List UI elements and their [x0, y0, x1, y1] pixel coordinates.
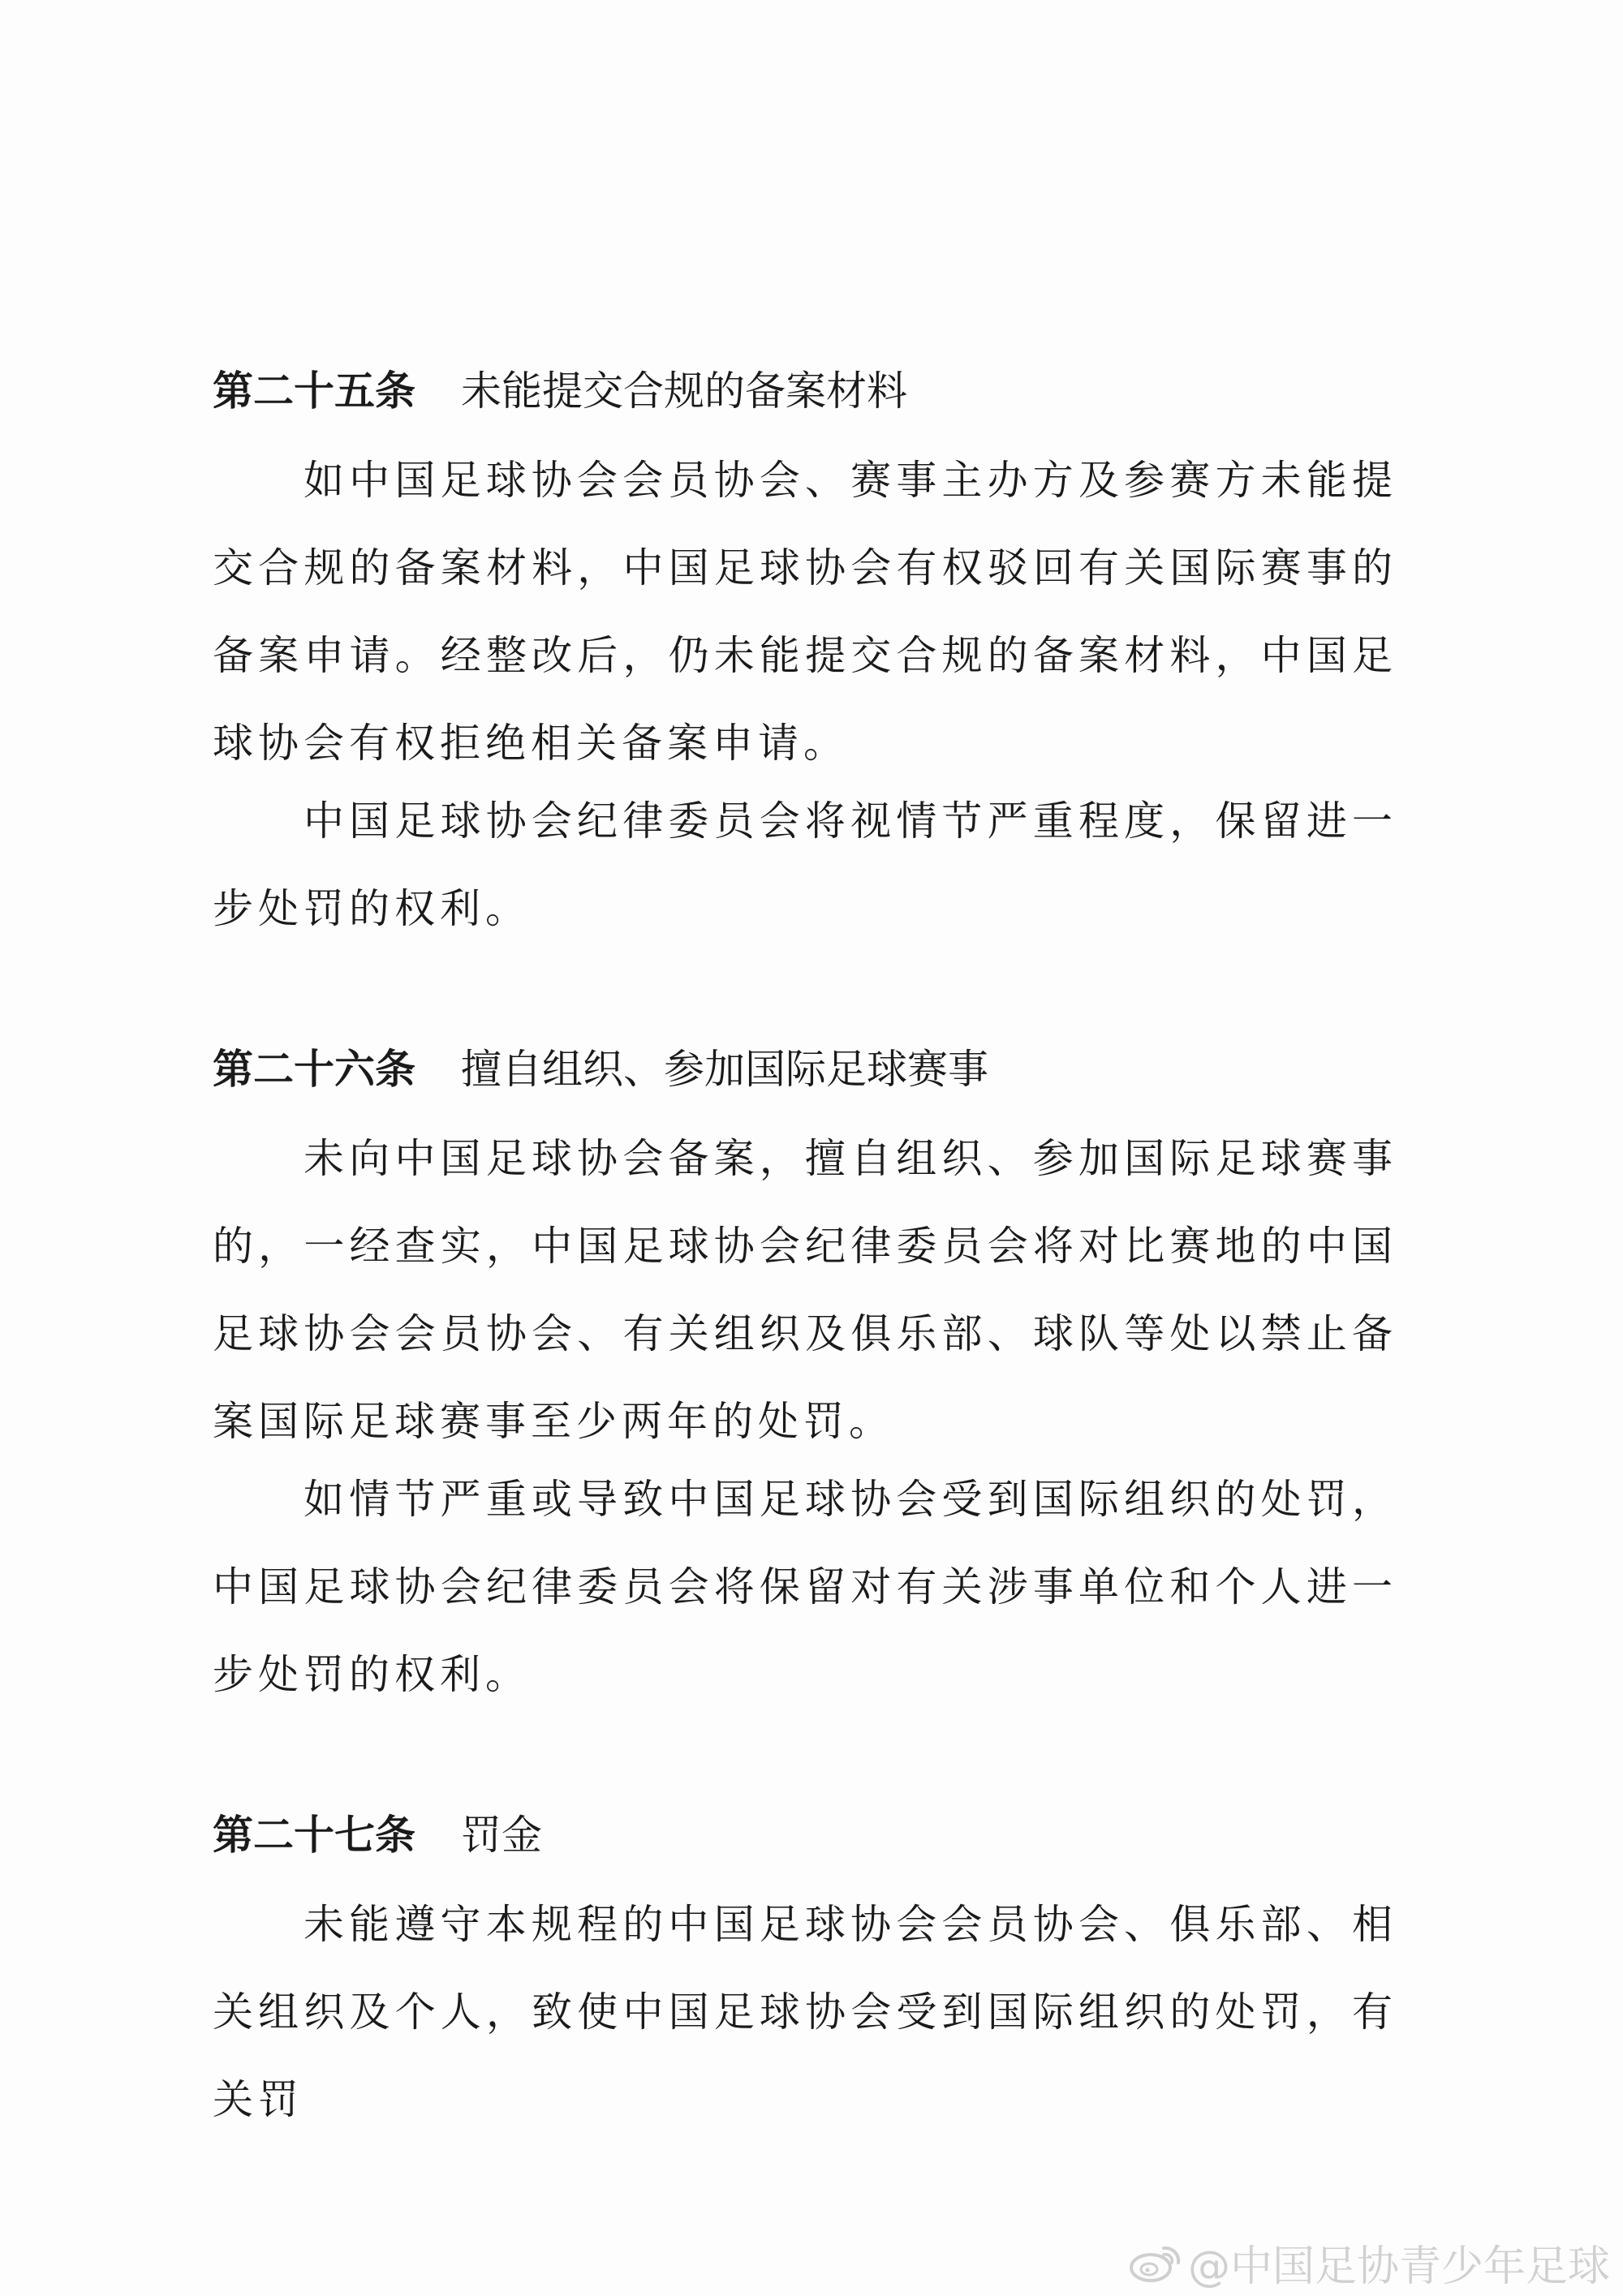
weibo-watermark: [1128, 2232, 1610, 2293]
article-title: 罚金: [461, 1812, 542, 1859]
weibo-icon: [1128, 2242, 1183, 2284]
article-number: 第二十六条: [213, 1046, 415, 1093]
article-25-paragraph-1: 如中国足球协会会员协会、赛事主办方及参赛方未能提交合规的备案材料，中国足球协会有权驳回有关国际赛事的备案申请。经整改后，仍未能提交合规的备案材料，中国足球协会有权拒绝相关备案申请。: [213, 457, 1397, 767]
article-number: 第二十七条: [213, 1812, 415, 1859]
article-26-paragraph-2: 如情节严重或导致中国足球协会受到国际组织的处罚，中国足球协会纪律委员会将保留对有关涉事单位和个人进一步处罚的权利。: [213, 1476, 1397, 1698]
article-title: 未能提交合规的备案材料: [461, 368, 907, 415]
article-27-heading: [213, 1811, 1397, 1860]
article-number: 第二十五条: [213, 368, 415, 415]
article-title: 擅自组织、参加国际足球赛事: [461, 1046, 988, 1093]
article-25-paragraph-2: 中国足球协会纪律委员会将视情节严重程度，保留进一步处罚的权利。: [213, 798, 1397, 932]
watermark-text: @中国足协青少年足球: [1187, 2242, 1610, 2291]
article-26-paragraph-1: 未向中国足球协会备案，擅自组织、参加国际足球赛事的，一经查实，中国足球协会纪律委员会将对比赛地的中国足球协会会员协会、有关组织及俱乐部、球队等处以禁止备案国际足球赛事至少两年的处罚。: [213, 1135, 1397, 1445]
article-25-heading: [213, 367, 1397, 415]
article-26-heading: [213, 1045, 1397, 1094]
article-27-paragraph-1: 未能遵守本规程的中国足球协会会员协会、俱乐部、相关组织及个人，致使中国足球协会受到国际组织的处罚，有关罚: [213, 1901, 1397, 2123]
